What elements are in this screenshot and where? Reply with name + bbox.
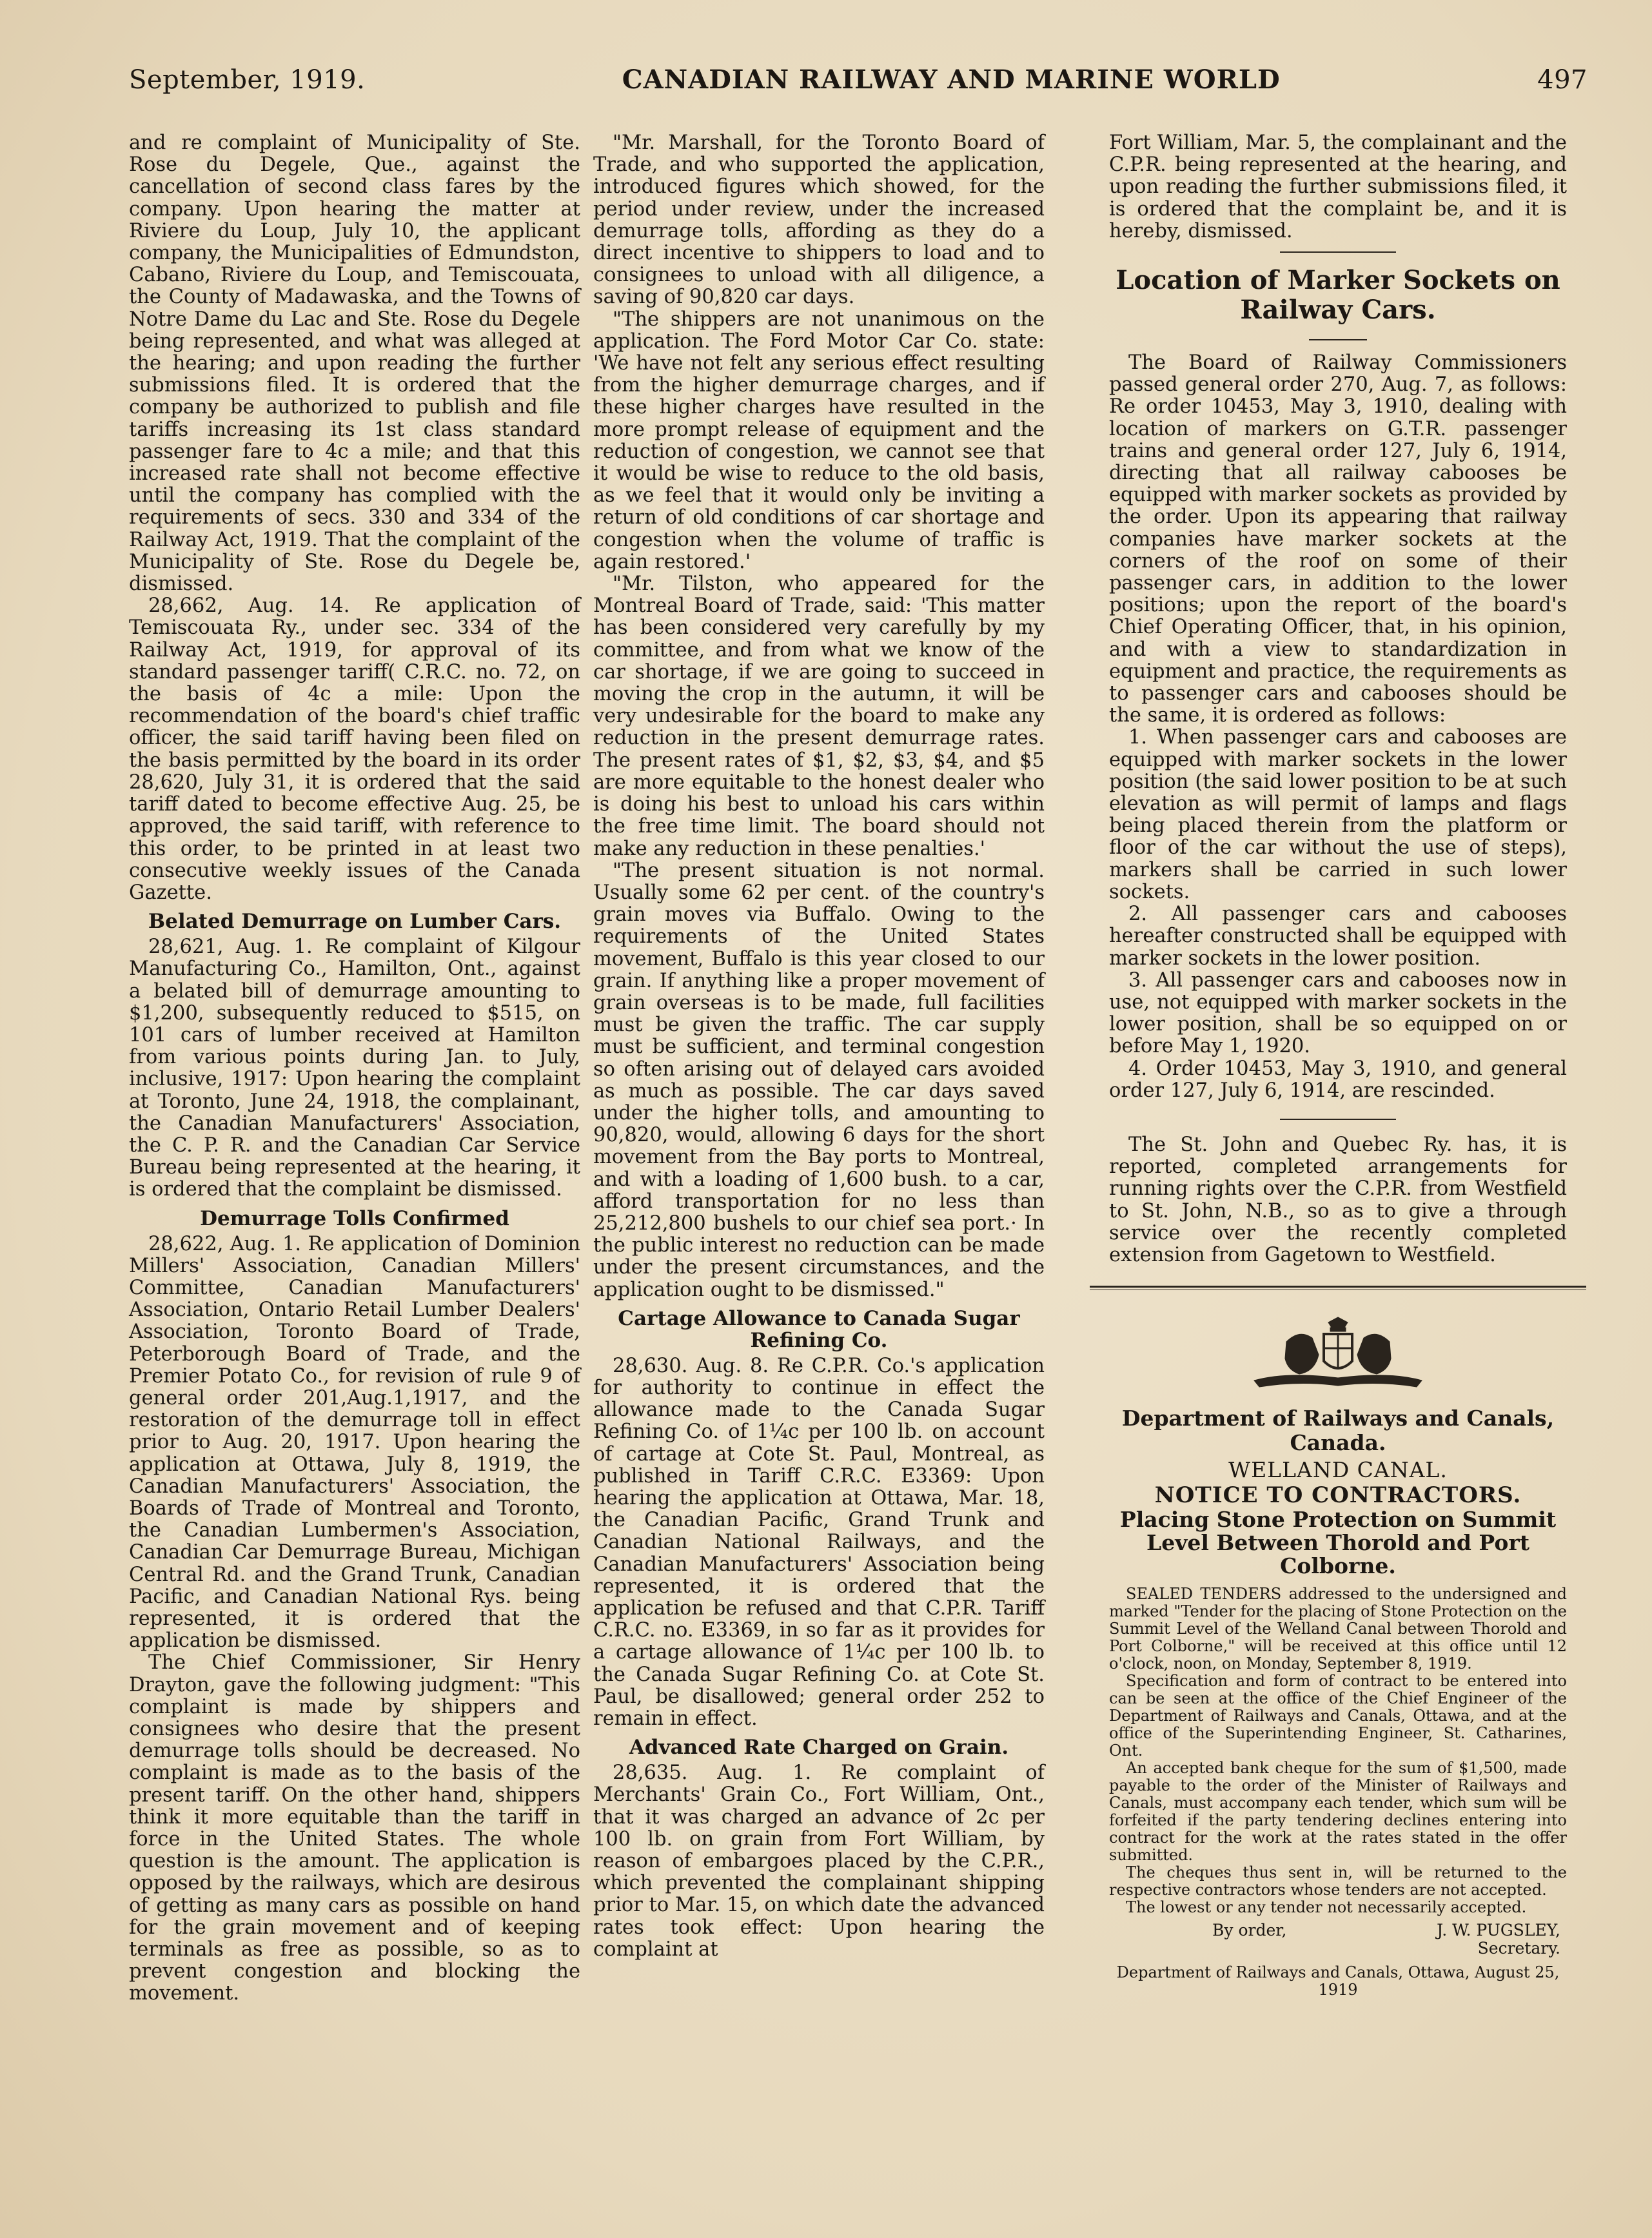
article-paragraph: 28,630. Aug. 8. Re C.P.R. Co.'s application for authority to continue in effect the allowance made to the Canada Sugar Refining Co. of 1¼c per 100 lb. on account of cartage at Cote St. Paul, Montreal, as published in Tariff C.R.C. E3369: Upon hearing the application at Ottawa, Mar. 18, the Canadian Pacific, Grand Trunk and Canadian National Railways, and the Canadian Manufacturers' Association being represented, it is ordered that the application be refused and that C.P.R. Tariff C.R.C. no. E3369, in so far as it provides for a cartage allowance of 1¼c per 100 lb. to the Canada Sugar Refining Co. at Cote St. Paul, be disallowed; general order 252 to remain in effect. xyxy=(593,1354,1045,1731)
section-title: Location of Marker Sockets on Railway Cars. xyxy=(1116,265,1560,326)
article-paragraph: "Mr. Marshall, for the Toronto Board of Trade, and who supported the application, introduced figures which showed, for the period under review, under the increased demurrage tolls, affording as they do a direct incentive to shippers to load and to consignees to unload with all diligence, a saving of 90,820 car days. xyxy=(593,132,1045,309)
publication-title: CANADIAN RAILWAY AND MARINE WORLD xyxy=(622,64,1281,95)
order-item: 3. All passenger cars and cabooses now in use, not equipped with marker sockets in the lower position, shall be so equipped on or before May 1, 1920. xyxy=(1109,968,1567,1058)
notice-subject: Placing Stone Protection on Summit Level Between Thorold and Port Colborne. xyxy=(1119,1507,1557,1579)
order-item: 2. All passenger cars and cabooses hereafter constructed shall be equipped with marker sockets in the lower position. xyxy=(1109,903,1567,970)
article-paragraph: 28,662, Aug. 14. Re application of Temiscouata Ry., under sec. 334 of the Railway Act, 1919, for approval of its standard passenger tariff( C.R.C. no. 72, on the basis of 4c a mile: Upon the recommendation of the board's chief traffic officer, the said tariff having been filed on the basis permitted by the board in its order 28,620, July 31, it is ordered that the said tariff dated to become effective Aug. 25, be approved, the said tariff, with reference to this order, to be printed in at least two consecutive weekly issues of the Canada Gazette. xyxy=(129,594,580,904)
order-item: 4. Order 10453, May 3, 1910, and general order 127, July 6, 1914, are rescinded. xyxy=(1109,1057,1567,1102)
notice-footer: Department of Railways and Canals, Ottawa, August 25, 1919 xyxy=(1116,1963,1560,1999)
article-heading: Belated Demurrage on Lumber Cars. xyxy=(148,910,562,934)
by-order: By order, xyxy=(1212,1921,1287,1940)
order-item: 1. When passenger cars and cabooses are equipped with marker sockets in the lower position (the said lower position to be at such elevation as will permit of lamps and flags being placed therein from the platform or floor of the car without the use of steps), markers shall be carried in such lower sockets. xyxy=(1109,726,1567,903)
article-paragraph: 28,621, Aug. 1. Re complaint of Kilgour Manufacturing Co., Hamilton, Ont., against a belated bill of demurrage amounting to $1,200, subsequently reduced to $515, on 101 cars of lumber received at Hamilton from various points during Jan. to July, inclusive, 1917: Upon hearing the complaint at Toronto, June 24, 1918, the complainant, the Canadian Manufacturers' Association, the C. P. R. and the Canadian Car Service Bureau being represented at the hearing, it is ordered that the complaint be dismissed. xyxy=(129,936,580,1201)
notice-paragraph: An accepted bank cheque for the sum of $1,500, made payable to the order of the Minister of Railways and Canals, must accompany each tender, which sum will be forfeited if the party tendering declines entering into contract for the work at the rates stated in the offer submitted. xyxy=(1109,1759,1567,1865)
column-left xyxy=(129,132,580,2005)
page-number: 497 xyxy=(1537,65,1588,95)
article-paragraph: The Chief Commissioner, Sir Henry Drayton, gave the following judgment: "This complaint is made by shippers and consignees who desire that the present demurrage tolls should be decreased. No complaint is made as to the basis of the present tariff. On the other hand, shippers think it more equitable than the tariff in force in the United States. The whole question is the amount. The application is opposed by the railways, which are desirous of getting as many cars as possible on hand for the grain movement and of keeping terminals as free as possible, so as to prevent congestion and blocking the movement. xyxy=(129,1651,580,2005)
article-paragraph: "The shippers are not unanimous on the application. The Ford Motor Car Co. state: 'We have not felt any serious effect resulting from the higher demurrage charges, and if these higher charges have resulted in the more prompt release of equipment and the reduction of congestion, we cannot see that it would be wise to reduce to the old basis, as we feel that it would only be inviting a return of old conditions of car shortage and congestion when the volume of traffic is again restored.' xyxy=(593,308,1045,573)
article-paragraph: The St. John and Quebec Ry. has, it is reported, completed arrangements for running rights over the C.P.R. from Westfield to St. John, N.B., so as to give a through service over the recently completed extension from Gagetown to Westfield. xyxy=(1109,1133,1567,1266)
article-paragraph: and re complaint of Municipality of Ste. Rose du Degele, Que., against the cancellation of second class fares by the company. Upon hearing the matter at Riviere du Loup, July 10, the applicant company, the Municipalities of Edmundston, Cabano, Riviere du Loup, and Temiscouata, the County of Madawaska, and the Towns of Notre Dame du Lac and Ste. Rose du Degele being represented, and what was alleged at the hearing; and upon reading the further submissions filed. It is ordered that the company be authorized to publish and file tariffs increasing its 1st class standard passenger fare to 4c a mile; and that this increased rate shall not become effective until the company has complied with the requirements of secs. 330 and 334 of the Railway Act, 1919. That the complaint of the Municipality of Ste. Rose du Degele be, dismissed. xyxy=(129,132,580,596)
article-heading: Cartage Allowance to Canada Sugar Refining Co. xyxy=(618,1306,1020,1352)
article-paragraph: 28,635. Aug. 1. Re complaint of Merchants' Grain Co., Fort William, Ont., that it was charged an advance of 2c per 100 lb. on grain from Fort William, by reason of embargoes placed by the C.P.R., which prevented the complainant shipping prior to Mar. 15, on which date the advanced rates took effect: Upon hearing the complaint at xyxy=(593,1762,1045,1961)
notice-signature xyxy=(1109,1921,1567,1939)
signer-name: J. W. PUGSLEY, xyxy=(1437,1921,1560,1940)
notice-paragraph: The lowest or any tender not necessarily accepted. xyxy=(1126,1898,1527,1917)
article-paragraph: "The present situation is not normal. Usually some 62 per cent. of the country's grain moves via Buffalo. Owing to the requirements of the United States movement, Buffalo is this year closed to our grain. If anything like a proper movement of grain overseas is to be made, full facilities must be given the traffic. The car supply must be sufficient, and terminal congestion so often arising out of delayed cars avoided as much as possible. The car days saved under the higher tolls, and amounting to 90,820, would, allowing 6 days for the short movement from the Bay ports to Montreal, and with a loading of 1,600 bush. to a car, afford transportation for no less than 25,212,800 bushels to our chief sea port.· In the public interest no reduction can be made under the present circumstances, and the application ought to be dismissed." xyxy=(593,859,1045,1301)
article-paragraph: The Board of Railway Commissioners passed general order 270, Aug. 7, as follows: Re order 10453, May 3, 1910, dealing with location of markers on G.T.R. passenger trains and general order 127, July 6, 1914, directing that all railway cabooses be equipped with marker sockets as provided by the order. Upon its appearing that railway companies have marker sockets at the corners of the roof on some of their passenger cars, in addition to the lower positions; upon the report of the board's Chief Operating Officer, that, in his opinion, and with a view to standardization in equipment and practice, the requirements as to passenger cars and cabooses should be the same, it is ordered as follows: xyxy=(1109,351,1567,727)
notice-paragraph: The cheques thus sent in, will be returned to the respective contractors whose tenders are not accepted. xyxy=(1109,1863,1567,1899)
royal-coat-of-arms-icon xyxy=(1248,1316,1428,1393)
notice-body xyxy=(1109,1585,1567,1916)
notice-department: Department of Railways and Canals, Canada. xyxy=(1121,1406,1555,1456)
article-heading: Advanced Rate Charged on Grain. xyxy=(629,1736,1009,1760)
divider xyxy=(1280,1119,1396,1120)
divider xyxy=(1280,251,1396,253)
issue-date: September, 1919. xyxy=(129,65,366,95)
notice-canal: WELLAND CANAL. xyxy=(1228,1457,1448,1483)
article-heading: Demurrage Tolls Confirmed xyxy=(200,1206,509,1230)
article-paragraph: 28,622, Aug. 1. Re application of Dominion Millers' Association, Canadian Millers' Committee, Canadian Manufacturers' Association, Ontario Retail Lumber Dealers' Association, Toronto Board of Trade, Peterborough Board of Trade, and the Premier Potato Co., for revision of rule 9 of general order 201,Aug.1,1917, and the restoration of the demurrage toll in effect prior to Aug. 20, 1917. Upon hearing the application at Ottawa, July 8, 1919, the Canadian Manufacturers' Association, the Boards of Trade of Montreal and Toronto, the Canadian Lumbermen's Association, Canadian Car Demurrage Bureau, Michigan Central Rd. and the Grand Trunk, Canadian Pacific, and Canadian National Rys. being represented, it is ordered that the application be dismissed. xyxy=(129,1232,580,1653)
notice-paragraph: SEALED TENDERS addressed to the undersigned and marked "Tender for the placing of Stone Protection on the Summit Level of the Welland Canal between Thorold and Port Colborne," will be received at this office until 12 o'clock, noon, on Monday, September 8, 1919. xyxy=(1109,1585,1567,1673)
notice-heading: NOTICE TO CONTRACTORS. xyxy=(1154,1482,1522,1509)
signer-title: Secretary. xyxy=(1477,1939,1560,1958)
article-paragraph: Fort William, Mar. 5, the complainant and the C.P.R. being represented at the hearing, and upon reading the further submissions filed, it is ordered that the complaint be, and it is hereby, dismissed. xyxy=(1109,132,1567,242)
tender-notice xyxy=(1109,1406,1567,1578)
notice-paragraph: Specification and form of contract to be entered into can be seen at the office of the Chief Engineer of the Department of Railways and Canals, Ottawa, and at the office of the Superintending Engineer, St. Catharines, Ont. xyxy=(1109,1672,1567,1760)
double-divider xyxy=(1090,1286,1586,1290)
column-right xyxy=(1109,132,1567,1999)
divider xyxy=(1309,339,1367,340)
article-paragraph: "Mr. Tilston, who appeared for the Montreal Board of Trade, said: 'This matter has been considered very carefully by my committee, and from what we know of the car shortage, if we are going to succeed in moving the crop in the autumn, it will be very undesirable for the board to make any reduction in the present demurrage rates. The present rates of $1, $2, $3, $4, and $5 are more equitable to the honest dealer who is doing his best to unload his cars within the free time limit. The board should not make any reduction in these penalties.' xyxy=(593,573,1045,860)
column-middle xyxy=(593,132,1045,1961)
page-header xyxy=(129,64,1588,110)
